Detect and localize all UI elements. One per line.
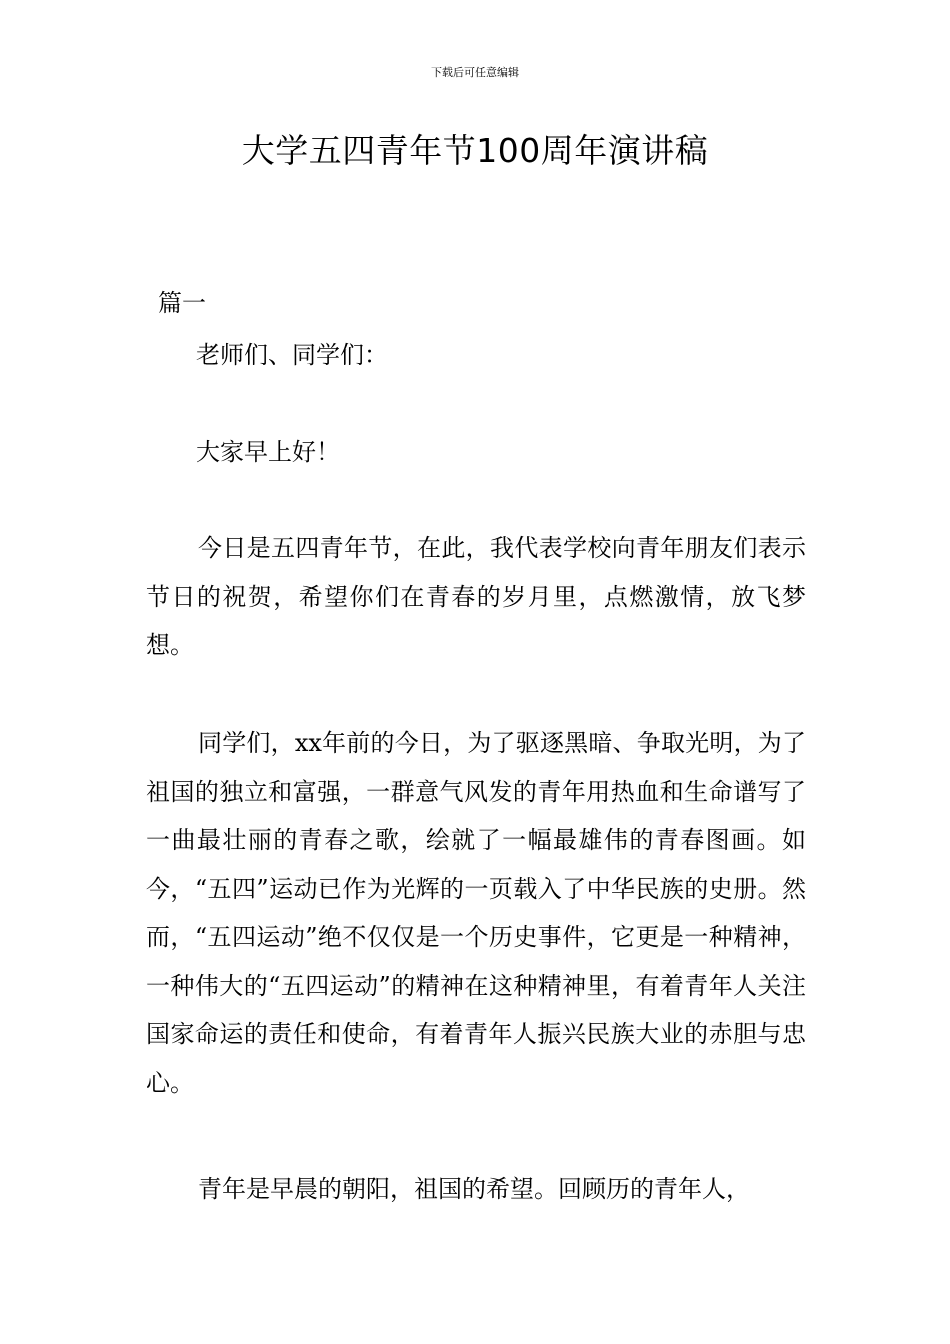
paragraph: 同学们，xx年前的今日，为了驱逐黑暗、争取光明，为了祖国的独立和富强，一群意气风发的青年用热血和生命谱写了一曲最壮丽的青春之歌，绘就了一幅最雄伟的青春图画。如今，“五四”运动已作为光辉的一页载入了中华民族的史册。然而，“五四运动”绝不仅仅是一个历史事件，它更是一种精神，一种伟大的“五四运动”的精神在这种精神里，有着青年人关注国家命运的责任和使命，有着青年人振兴民族大业的赤胆与忠心。	[146, 729, 806, 1097]
header-note: 下载后可任意编辑	[431, 66, 519, 79]
salutation: 老师们、同学们：	[196, 341, 388, 369]
document-title: 大学五四青年节100周年演讲稿	[241, 131, 709, 170]
paragraph: 今日是五四青年节，在此，我代表学校向青年朋友们表示节日的祝贺，希望你们在青春的岁月里，点燃激情，放飞梦想。	[146, 534, 806, 659]
section-label: 篇一	[158, 289, 206, 317]
greeting: 大家早上好！	[196, 438, 340, 466]
paragraph: 青年是早晨的朝阳，祖国的希望。回顾历的青年人，	[198, 1175, 750, 1203]
